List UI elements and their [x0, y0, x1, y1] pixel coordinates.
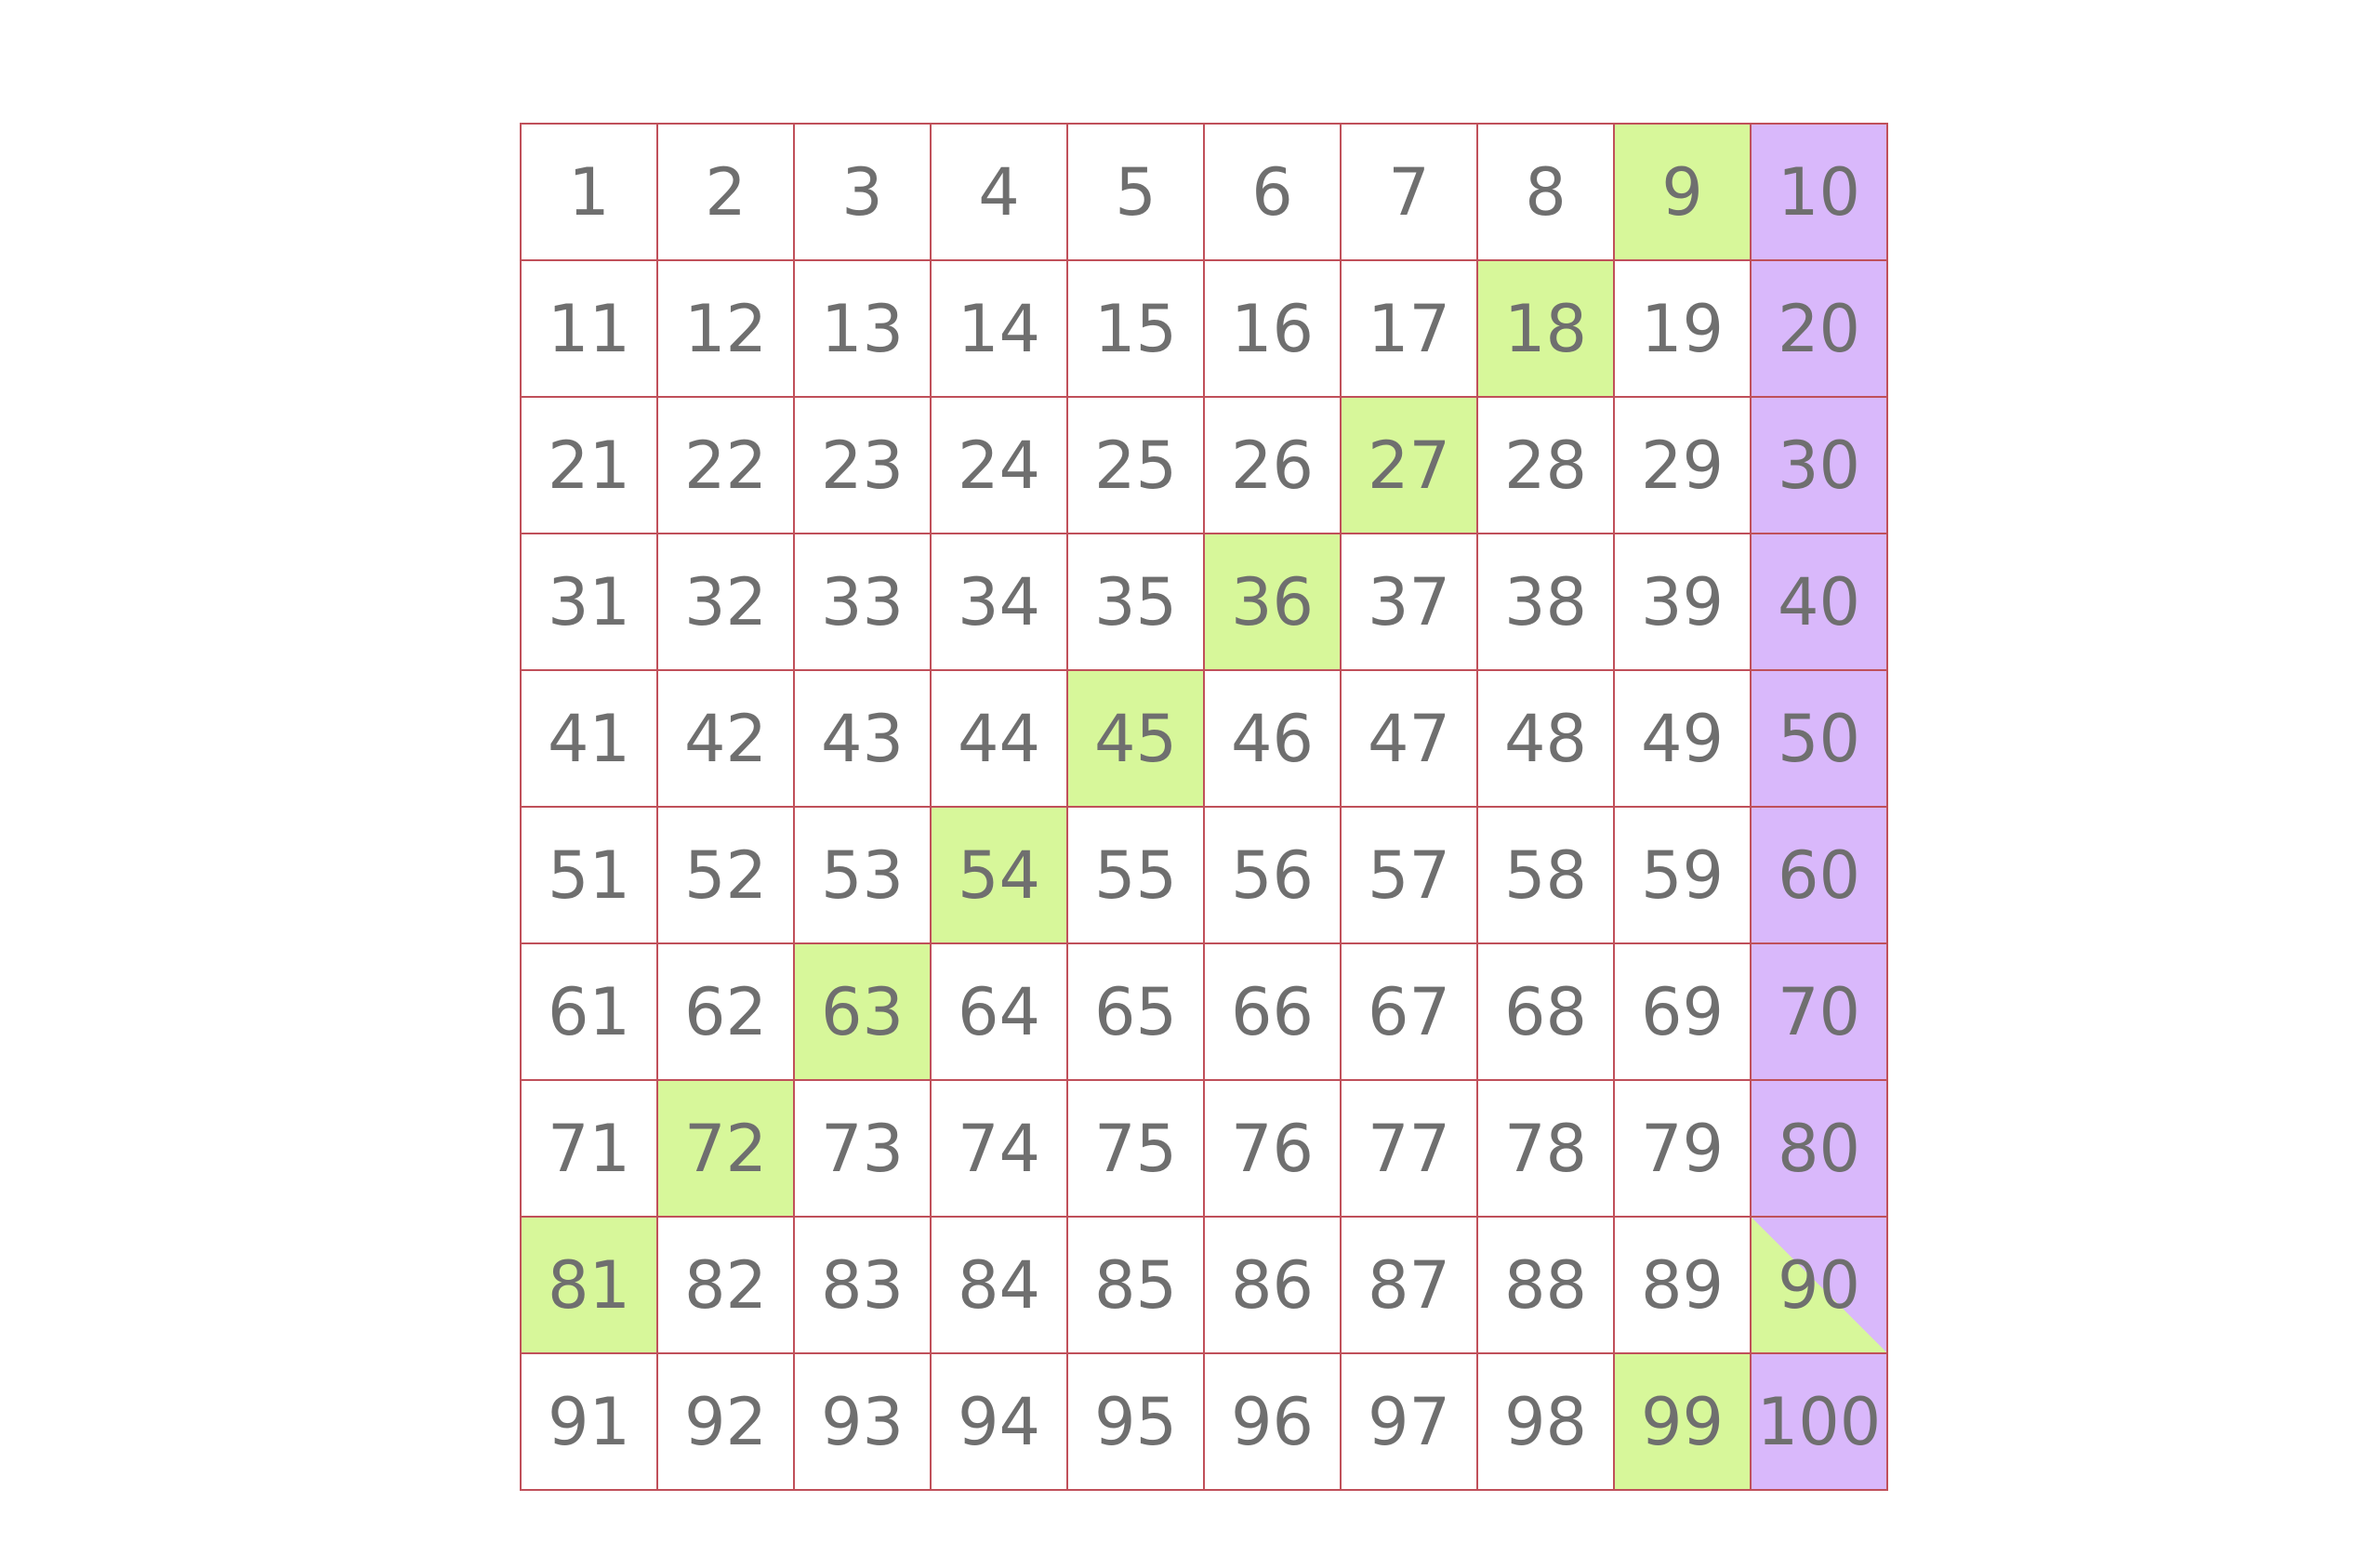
- cell-number: 100: [1756, 1383, 1882, 1460]
- cell-number: 67: [1367, 973, 1451, 1050]
- cell-number: 61: [547, 973, 631, 1050]
- cell-number: 18: [1503, 290, 1588, 367]
- grid-cell: [1615, 1218, 1752, 1354]
- grid-cell: [658, 125, 795, 261]
- cell-number: 39: [1640, 563, 1725, 640]
- grid-cell: [1478, 398, 1615, 534]
- grid-cell: [795, 261, 932, 398]
- cell-number: 78: [1503, 1110, 1588, 1187]
- cell-number: 56: [1230, 837, 1315, 914]
- cell-number: 13: [820, 290, 905, 367]
- cell-number: 44: [957, 700, 1041, 777]
- grid-cell: [522, 808, 658, 944]
- grid-cell: [1615, 1081, 1752, 1218]
- grid-cell: [1205, 1354, 1342, 1491]
- grid-cell: [795, 534, 932, 671]
- grid-cell: [1615, 1354, 1752, 1491]
- grid-cell: [1752, 1354, 1888, 1491]
- cell-number: 88: [1503, 1246, 1588, 1324]
- cell-number: 99: [1640, 1383, 1725, 1460]
- cell-number: 59: [1640, 837, 1725, 914]
- cell-number: 20: [1777, 290, 1861, 367]
- grid-cell: [1342, 261, 1478, 398]
- grid-cell: [1478, 261, 1615, 398]
- cell-number: 62: [683, 973, 768, 1050]
- grid-cell: [1615, 261, 1752, 398]
- cell-number: 51: [547, 837, 631, 914]
- grid-cell: [658, 808, 795, 944]
- cell-number: 8: [1525, 153, 1567, 231]
- cell-number: 41: [547, 700, 631, 777]
- cell-number: 37: [1367, 563, 1451, 640]
- grid-cell: [522, 1081, 658, 1218]
- cell-number: 49: [1640, 700, 1725, 777]
- grid-cell: [1342, 1081, 1478, 1218]
- grid-cell: [1478, 1081, 1615, 1218]
- grid-cell: [1205, 125, 1342, 261]
- grid-cell: [1342, 808, 1478, 944]
- cell-number: 40: [1777, 563, 1861, 640]
- cell-number: 76: [1230, 1110, 1315, 1187]
- grid-cell: [1478, 1218, 1615, 1354]
- grid-cell: [1205, 671, 1342, 808]
- cell-number: 27: [1367, 427, 1451, 504]
- grid-cell: [658, 398, 795, 534]
- grid-cell: [795, 125, 932, 261]
- grid-cell: [1205, 398, 1342, 534]
- cell-number: 38: [1503, 563, 1588, 640]
- grid-cell: [1342, 1354, 1478, 1491]
- grid-cell: [795, 1354, 932, 1491]
- cell-number: 94: [957, 1383, 1041, 1460]
- cell-number: 77: [1367, 1110, 1451, 1187]
- cell-number: 5: [1115, 153, 1157, 231]
- grid-cell: [932, 398, 1068, 534]
- grid-cell: [1752, 261, 1888, 398]
- cell-number: 87: [1367, 1246, 1451, 1324]
- grid-cell: [1205, 944, 1342, 1081]
- cell-number: 1: [568, 153, 610, 231]
- cell-number: 19: [1640, 290, 1725, 367]
- cell-number: 85: [1093, 1246, 1178, 1324]
- cell-number: 70: [1777, 973, 1861, 1050]
- grid-cell: [1752, 1218, 1888, 1354]
- cell-number: 97: [1367, 1383, 1451, 1460]
- grid-cell: [1068, 125, 1205, 261]
- grid-cell: [1615, 125, 1752, 261]
- cell-number: 3: [841, 153, 883, 231]
- cell-number: 58: [1503, 837, 1588, 914]
- cell-number: 57: [1367, 837, 1451, 914]
- cell-number: 91: [547, 1383, 631, 1460]
- cell-number: 14: [957, 290, 1041, 367]
- grid-cell: [1752, 671, 1888, 808]
- hundred-chart: [520, 123, 1888, 1491]
- grid-cell: [795, 944, 932, 1081]
- grid-cell: [1752, 398, 1888, 534]
- grid-cell: [1478, 671, 1615, 808]
- cell-number: 79: [1640, 1110, 1725, 1187]
- grid-cell: [1752, 534, 1888, 671]
- grid-cell: [658, 1218, 795, 1354]
- grid-cell: [658, 671, 795, 808]
- cell-number: 31: [547, 563, 631, 640]
- cell-number: 63: [820, 973, 905, 1050]
- grid-cell: [932, 534, 1068, 671]
- grid-cell: [522, 534, 658, 671]
- cell-number: 45: [1093, 700, 1178, 777]
- cell-number: 53: [820, 837, 905, 914]
- cell-number: 48: [1503, 700, 1588, 777]
- grid-cell: [1068, 261, 1205, 398]
- grid-cell: [522, 398, 658, 534]
- grid-cell: [1478, 944, 1615, 1081]
- grid-cell: [1615, 808, 1752, 944]
- grid-cell: [522, 1218, 658, 1354]
- cell-number: 71: [547, 1110, 631, 1187]
- cell-number: 72: [683, 1110, 768, 1187]
- cell-number: 64: [957, 973, 1041, 1050]
- grid-cell: [1615, 944, 1752, 1081]
- grid-cell: [932, 671, 1068, 808]
- cell-number: 30: [1777, 427, 1861, 504]
- grid-cell: [658, 1354, 795, 1491]
- cell-number: 81: [547, 1246, 631, 1324]
- grid-cell: [932, 808, 1068, 944]
- grid-cell: [795, 808, 932, 944]
- grid-cell: [658, 261, 795, 398]
- grid-cell: [1342, 671, 1478, 808]
- grid-cell: [795, 1218, 932, 1354]
- cell-number: 68: [1503, 973, 1588, 1050]
- grid-cell: [1342, 398, 1478, 534]
- cell-number: 10: [1777, 153, 1861, 231]
- cell-number: 12: [683, 290, 768, 367]
- cell-number: 26: [1230, 427, 1315, 504]
- cell-number: 7: [1388, 153, 1430, 231]
- grid-cell: [658, 534, 795, 671]
- cell-number: 69: [1640, 973, 1725, 1050]
- grid-cell: [1068, 398, 1205, 534]
- cell-number: 42: [683, 700, 768, 777]
- cell-number: 17: [1367, 290, 1451, 367]
- cell-number: 50: [1777, 700, 1861, 777]
- grid-cell: [522, 1354, 658, 1491]
- cell-number: 33: [820, 563, 905, 640]
- grid-cell: [1205, 808, 1342, 944]
- cell-number: 65: [1093, 973, 1178, 1050]
- cell-number: 92: [683, 1383, 768, 1460]
- grid-cell: [1068, 1218, 1205, 1354]
- grid-cell: [1478, 125, 1615, 261]
- grid-cell: [795, 398, 932, 534]
- cell-number: 29: [1640, 427, 1725, 504]
- cell-number: 22: [683, 427, 768, 504]
- cell-number: 46: [1230, 700, 1315, 777]
- grid-cell: [1205, 534, 1342, 671]
- cell-number: 23: [820, 427, 905, 504]
- cell-number: 21: [547, 427, 631, 504]
- cell-number: 86: [1230, 1246, 1315, 1324]
- grid-cell: [1615, 534, 1752, 671]
- grid-cell: [1068, 1354, 1205, 1491]
- cell-number: 60: [1777, 837, 1861, 914]
- cell-number: 4: [978, 153, 1020, 231]
- cell-number: 96: [1230, 1383, 1315, 1460]
- grid-cell: [1205, 1218, 1342, 1354]
- grid-cell: [1752, 125, 1888, 261]
- grid-cell: [1615, 398, 1752, 534]
- cell-number: 11: [547, 290, 631, 367]
- cell-number: 89: [1640, 1246, 1725, 1324]
- cell-number: 84: [957, 1246, 1041, 1324]
- cell-number: 6: [1251, 153, 1293, 231]
- grid-cell: [522, 261, 658, 398]
- grid-cell: [1478, 808, 1615, 944]
- cell-number: 83: [820, 1246, 905, 1324]
- grid-cell: [1068, 808, 1205, 944]
- grid-cell: [658, 944, 795, 1081]
- grid-cell: [1342, 125, 1478, 261]
- grid-cell: [1478, 534, 1615, 671]
- cell-number: 36: [1230, 563, 1315, 640]
- grid-cell: [522, 125, 658, 261]
- cell-number: 90: [1777, 1246, 1861, 1324]
- grid-cell: [1068, 534, 1205, 671]
- cell-number: 55: [1093, 837, 1178, 914]
- cell-number: 52: [683, 837, 768, 914]
- grid-cell: [932, 944, 1068, 1081]
- grid-cell: [1068, 944, 1205, 1081]
- grid-cell: [1342, 534, 1478, 671]
- grid-cell: [795, 1081, 932, 1218]
- cell-number: 73: [820, 1110, 905, 1187]
- cell-number: 24: [957, 427, 1041, 504]
- grid-cell: [1615, 671, 1752, 808]
- grid-cell: [522, 944, 658, 1081]
- cell-number: 66: [1230, 973, 1315, 1050]
- grid-cell: [1478, 1354, 1615, 1491]
- cell-number: 95: [1093, 1383, 1178, 1460]
- grid-cell: [1068, 671, 1205, 808]
- grid-cell: [658, 1081, 795, 1218]
- cell-number: 2: [705, 153, 747, 231]
- cell-number: 43: [820, 700, 905, 777]
- grid-cell: [1205, 1081, 1342, 1218]
- grid-cell: [932, 1354, 1068, 1491]
- grid-cell: [1205, 261, 1342, 398]
- cell-number: 32: [683, 563, 768, 640]
- grid-cell: [1752, 808, 1888, 944]
- cell-number: 47: [1367, 700, 1451, 777]
- cell-number: 35: [1093, 563, 1178, 640]
- grid-cell: [932, 261, 1068, 398]
- cell-number: 93: [820, 1383, 905, 1460]
- cell-number: 98: [1503, 1383, 1588, 1460]
- cell-number: 15: [1093, 290, 1178, 367]
- grid-cell: [932, 125, 1068, 261]
- grid-cell: [932, 1218, 1068, 1354]
- grid-cell: [1752, 1081, 1888, 1218]
- cell-number: 28: [1503, 427, 1588, 504]
- cell-number: 74: [957, 1110, 1041, 1187]
- cell-number: 16: [1230, 290, 1315, 367]
- grid-cell: [1342, 1218, 1478, 1354]
- grid-cell: [1342, 944, 1478, 1081]
- grid-cell: [522, 671, 658, 808]
- grid-cell: [795, 671, 932, 808]
- grid-cell: [1068, 1081, 1205, 1218]
- cell-number: 80: [1777, 1110, 1861, 1187]
- cell-number: 54: [957, 837, 1041, 914]
- cell-number: 9: [1661, 153, 1703, 231]
- grid-cell: [932, 1081, 1068, 1218]
- grid-cell: [1752, 944, 1888, 1081]
- cell-number: 25: [1093, 427, 1178, 504]
- cell-number: 34: [957, 563, 1041, 640]
- cell-number: 82: [683, 1246, 768, 1324]
- cell-number: 75: [1093, 1110, 1178, 1187]
